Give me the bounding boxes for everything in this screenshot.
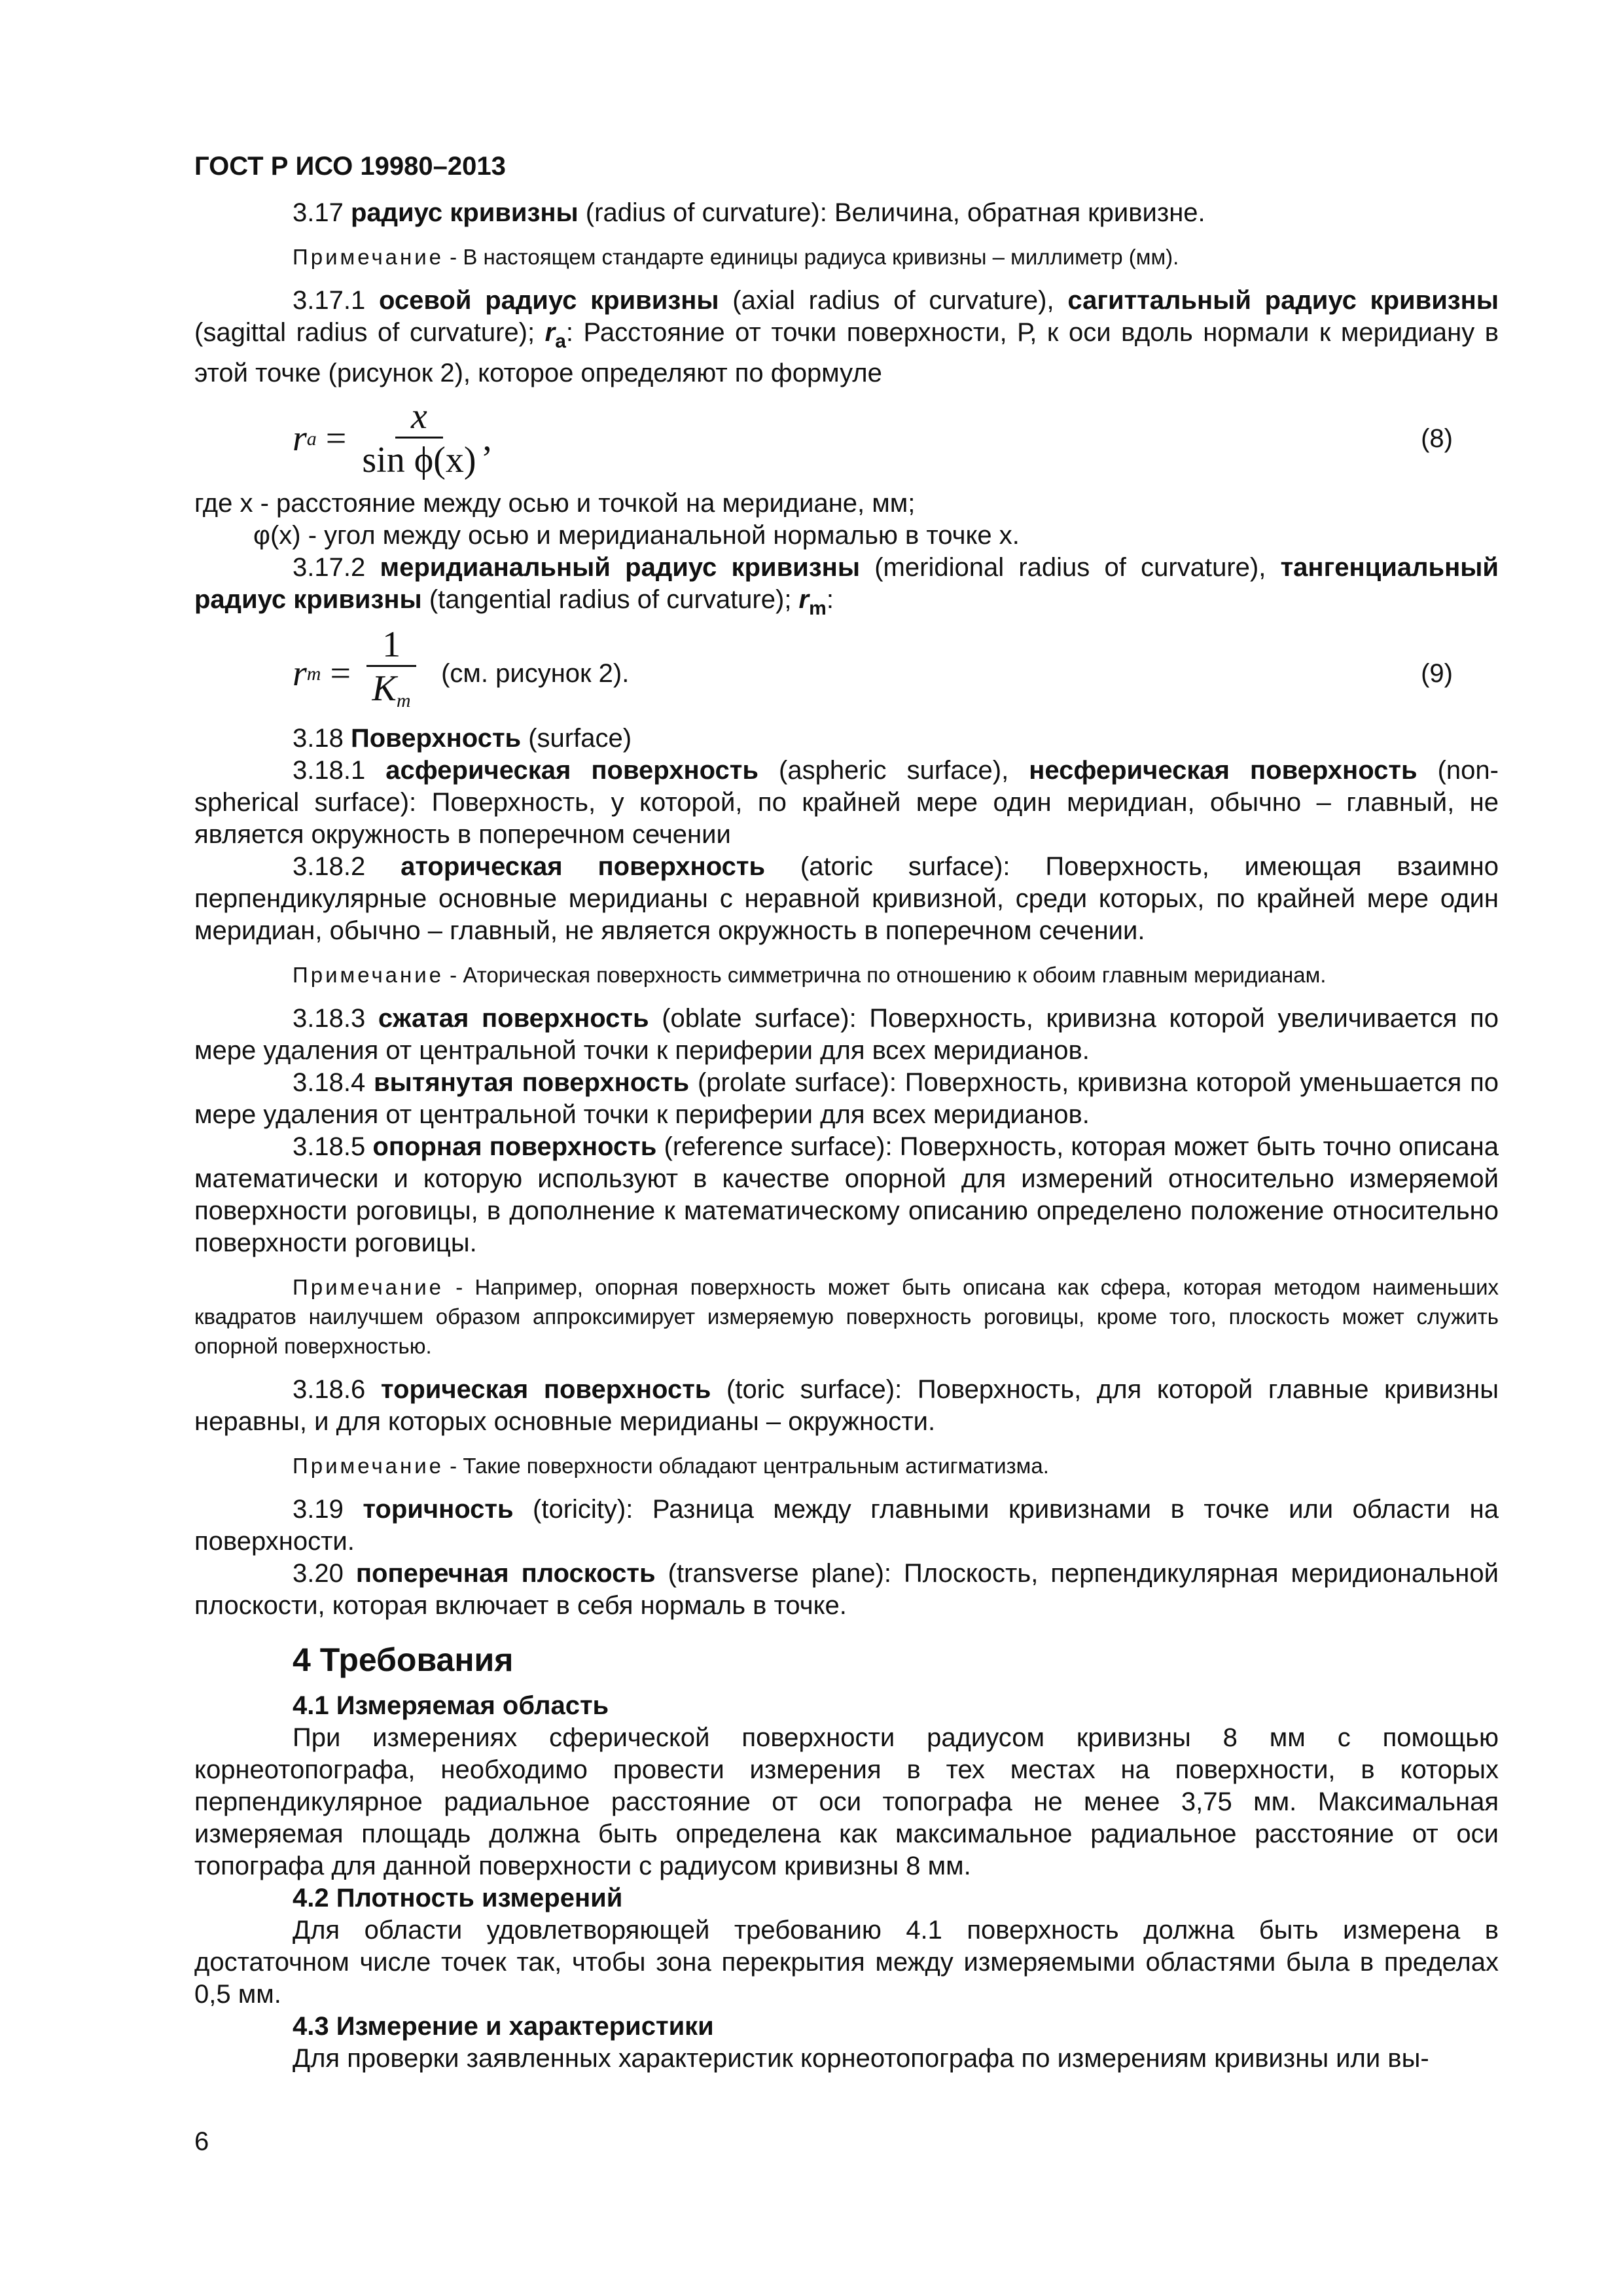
clause-3-19: 3.19 торичность (toricity): Разница между главными кривизнами в точке или области на поверхности. [194,1495,1499,1556]
clause-3-18: 3.18 Поверхность (surface) [293,724,632,753]
clause-3-18-3: 3.18.3 сжатая поверхность (oblate surface): Поверхность, кривизна которой увеличивается по мере удаления от центральной точки к периферии для всех меридианов. [194,1004,1499,1065]
subsection-4-1-text: При измерениях сферической поверхности радиусом кривизны 8 мм с помощью корнеотопографа, необходимо провести измерения в тех местах на поверхности, в которых перпендикулярное радиальное расстояние от оси топографа не менее 3,75 мм. Максимальная измеряемая площадь должна быть определена как максимальное радиальное расстояние от оси топографа для данной поверхности с радиусом кривизны 8 мм. [194,1723,1499,1880]
document-header: ГОСТ Р ИСО 19980–2013 [194,152,506,181]
page-number: 6 [194,2127,209,2156]
where-line-1: где x - расстояние между осью и точкой на меридиане, мм; [194,489,916,518]
subsection-4-2-heading: 4.2 Плотность измерений [293,1884,623,1912]
clause-3-17: 3.17 радиус кривизны (radius of curvature): Величина, обратная кривизне. [293,198,1205,227]
clause-3-18-5: 3.18.5 опорная поверхность (reference surface): Поверхность, которая может быть точно описана математически и которую используют в качестве опорной для измерений относительно измеряемой поверхности роговицы, в дополнение к математическому описанию определено положение относительно поверхности роговицы. [194,1132,1499,1257]
clause-3-20: 3.20 поперечная плоскость (transverse plane): Плоскость, перпендикулярная меридиональной плоскости, которая включает в себя нормаль в точке. [194,1559,1499,1620]
subsection-4-3-text: Для проверки заявленных характеристик корнеотопографа по измерениям кривизны или вы- [293,2044,1429,2073]
clause-3-18-6: 3.18.6 торическая поверхность (toric surface): Поверхность, для которой главные кривизны неравны, и для которых основные меридианы – окружности. [194,1375,1499,1436]
clause-3-18-1: 3.18.1 асферическая поверхность (aspheric surface), несферическая поверхность (non-spherical surface): Поверхность, у которой, по крайней мере один меридиан, обычно – главный, не является окружность в поперечном сечении [194,756,1499,849]
note-4: Примечание - Такие поверхности обладают центральным астигматизма. [293,1454,1049,1478]
section-4-heading: 4 Требования [293,1641,514,1678]
clause-3-17-1: 3.17.1 осевой радиус кривизны (axial radius of curvature), сагиттальный радиус кривизны (sagittal radius of curvature); $r_a$: Расстояние от точки поверхности, Р, к оси вдоль нормали к меридиану в этой точке (рисунок 2), которое определяют по формуле [194,286,1499,387]
subsection-4-3-heading: 4.3 Измерение и характеристики [293,2012,714,2041]
subsection-4-2-text: Для области удовлетворяющей требованию 4.1 поверхность должна быть измерена в достаточном числе точек так, чтобы зона перекрытия между измеряемыми областями была в пределах 0,5 мм. [194,1916,1499,2009]
note-1: Примечание - В настоящем стандарте единицы радиуса кривизны – миллиметр (мм). [293,245,1179,269]
clause-3-18-2: 3.18.2 аторическая поверхность (atoric surface): Поверхность, имеющая взаимно перпендикулярные основные меридианы с неравной кривизной, среди которых, по крайней мере один меридиан, обычно – главный, не является окружность в поперечном сечении. [194,852,1499,945]
formula-9-number: (9) [1421,658,1453,688]
note-2: Примечание - Аторическая поверхность симметрична по отношению к обоим главным меридианам. [293,963,1327,987]
clause-3-18-4: 3.18.4 вытянутая поверхность (prolate surface): Поверхность, кривизна которой уменьшается по мере удаления от центральной точки к периферии для всех меридианов. [194,1068,1499,1129]
where-line-2: φ(x) - угол между осью и меридианальной нормалью в точке x. [253,521,1020,550]
formula-9: r m = $\frac{1}{K_m}$ (см. рисунок 2). (9) [194,624,1499,723]
note-3: Примечание - Например, опорная поверхность может быть описана как сфера, которая методом наименьших квадратов наилучшем образом аппроксимирует измеряемую поверхность роговицы, кроме того, плоскость может служить опорной поверхностью. [194,1275,1499,1358]
formula-8: r a = $\frac{x}{\text{sin ϕ(x)}}$ , (8) [194,389,1499,488]
clause-3-17-2: 3.17.2 меридианальный радиус кривизны (meridional radius of curvature), тангенциальный радиус кривизны (tangential radius of curvature); $r_m$: [194,553,1499,619]
subsection-4-1-heading: 4.1 Измеряемая область [293,1691,609,1720]
document-page [194,151,1499,2075]
formula-8-number: (8) [1421,423,1453,453]
